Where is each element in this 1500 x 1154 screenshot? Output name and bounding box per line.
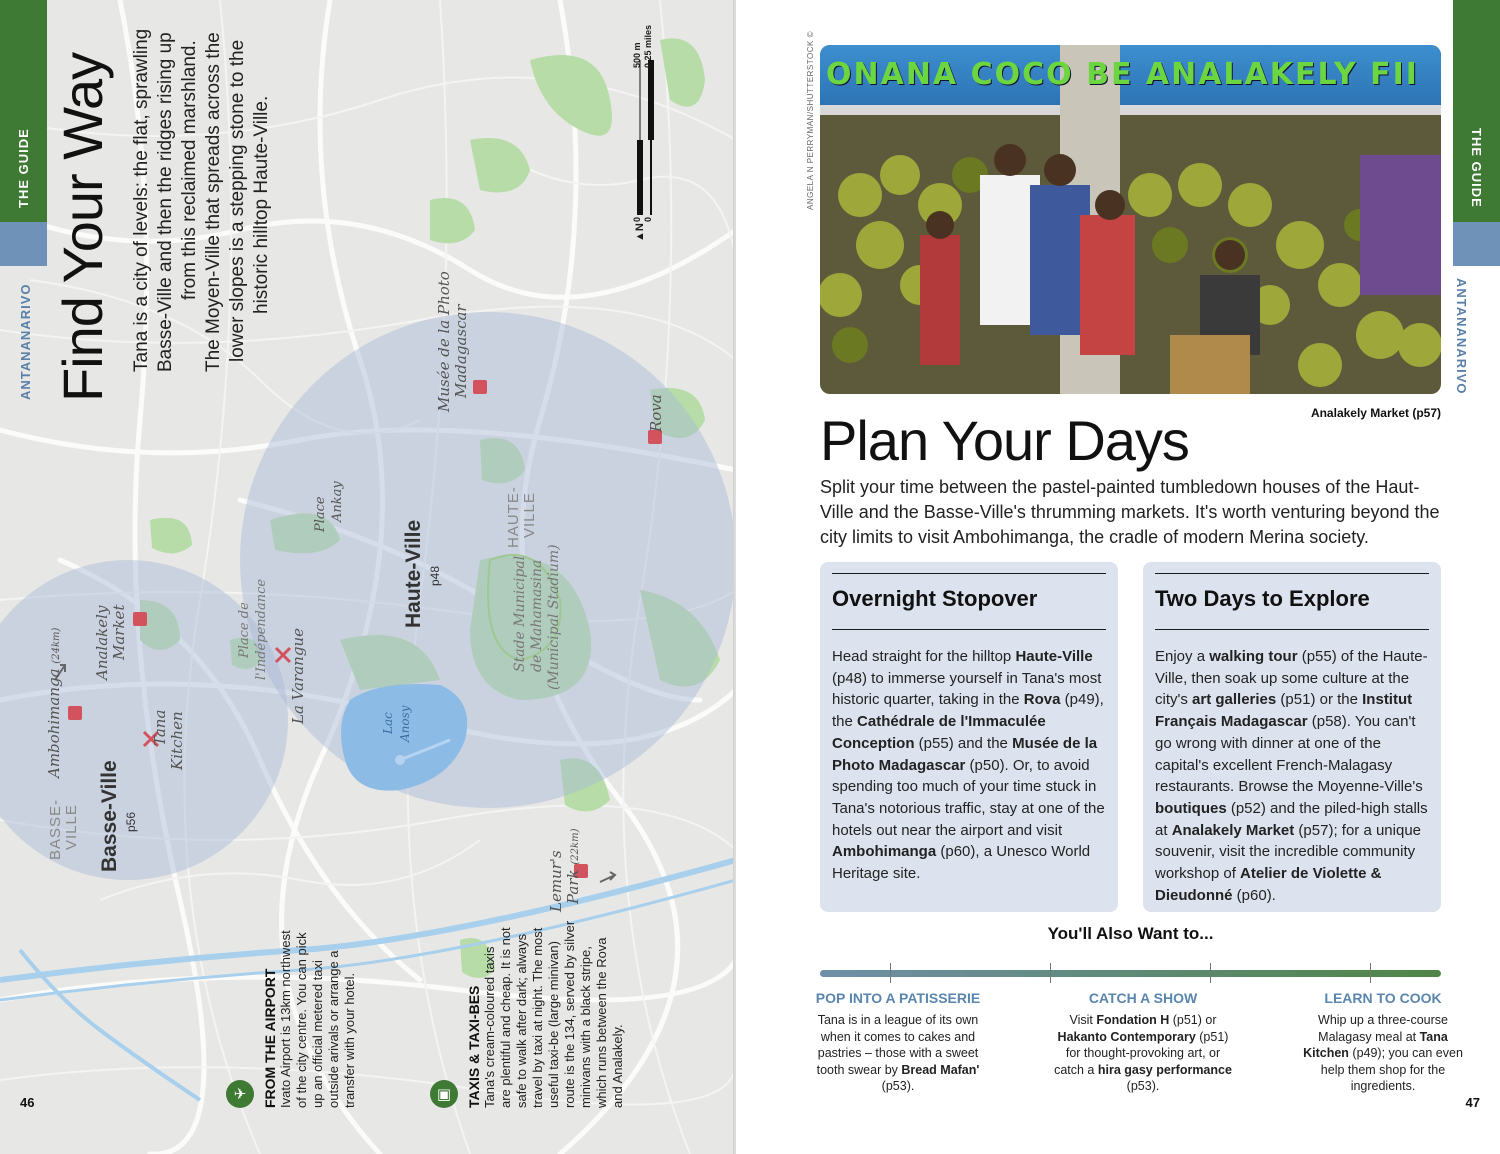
map-label-analakely-market: Analakely Market — [93, 604, 128, 680]
map-label-ambohimanga: Ambohimanga (24km) — [45, 627, 63, 778]
map-label-lemurs-park: Lemur's Park (22km) — [547, 828, 582, 912]
also-item-title: CATCH A SHOW — [1088, 990, 1198, 1006]
section-tab-label: THE GUIDE — [16, 128, 31, 208]
photo-credit: ANGELA N PERRYMAN/SHUTTERSTOCK © — [806, 31, 815, 210]
scale-zero-labels: 0 0 — [632, 216, 653, 222]
map-district-haute-ville: Haute-Ville — [402, 519, 425, 628]
map-label-place-ankay: Place Ankay — [313, 481, 345, 532]
map-label-lac-anosy: Lac Anosy — [381, 705, 412, 742]
taxi-icon: ▣ — [430, 1080, 458, 1108]
card-body: Head straight for the hilltop Haute-Ville (p48) to immerse yourself in Tana's most historic quarter, taking in the Rova (p49), the Cathédrale de l'Immaculée Conception (p55) and the Musée de la Photo Madagascar (p50). Or, to avoid spending too much of your time stuck in Tana's notorious traffic, stay at one of the hotels out near the airport and visit Ambohimanga (p60), a Unesco World Heritage site. — [832, 648, 1105, 883]
card-title: Overnight Stopover — [832, 586, 1038, 611]
also-want-title: You'll Also Want to... — [1047, 924, 1214, 943]
map-pageref-basse-ville: p56 — [124, 811, 138, 832]
also-item-title: LEARN TO COOK — [1324, 990, 1442, 1006]
airport-info: FROM THE AIRPORT Ivato Airport is 13km northwest of the city centre. You can pick up an official metered taxi outside arivals or arrange a transfer with your hotel. — [262, 930, 357, 1108]
map-label-haute-ville-faint: HAUTE- VILLE — [505, 486, 538, 548]
city-label-right: ANTANANARIVO — [1454, 278, 1469, 395]
also-item-show — [1054, 990, 1232, 1095]
left-page — [0, 0, 736, 1154]
timeline-tick — [890, 963, 891, 983]
also-item-body: Tana is in a league of its own when it comes to cakes and pastries – those with a sweet tooth swear by Bread Mafan' (p53). — [816, 1013, 980, 1093]
section-tab-accent — [0, 222, 47, 266]
also-item-patisserie — [810, 990, 986, 1095]
taxis-title: TAXIS & TAXI-BES — [466, 985, 482, 1108]
timeline-bar — [820, 970, 1441, 977]
intro-text: Tana is a city of levels: the flat, sprawling Basse-Ville and then the ridges rising up from this reclaimed marshland. The Moyen-Ville that spreads across the lower slopes is a stepping stone to the historic hilltop Haute-Ville. — [131, 28, 272, 372]
map-pageref-haute-ville: p48 — [428, 565, 442, 586]
map-label-stadium: Stade Municipal de Mahamasina (Municipal Stadium) — [512, 544, 562, 690]
photo-caption: Analakely Market (p57) — [1310, 406, 1441, 420]
airport-title: FROM THE AIRPORT — [262, 968, 278, 1108]
plan-title: Plan Your Days — [820, 409, 1189, 472]
section-tab-right — [1453, 0, 1500, 222]
map-label-rova: Rova — [647, 394, 665, 432]
card-overnight-stopover — [820, 562, 1118, 912]
map-label-tana-kitchen: Tana Kitchen — [151, 709, 186, 770]
timeline-tick — [1210, 963, 1211, 983]
also-item-cook — [1298, 990, 1468, 1095]
taxis-info: TAXIS & TAXI-BES Tana's cream-coloured taxis are plentiful and cheap. It is not safe to walk after dark; always travel by taxi at night. The most useful taxi-be (large minivan) route is the 134, served by silver minivans with a black stripe, which runs between the Rova and Analakely. — [466, 920, 625, 1108]
section-tab-right-label: THE GUIDE — [1469, 128, 1484, 208]
map-label-basse-ville-faint: BASSE- VILLE — [47, 798, 80, 860]
photo-sign-text: ONANA COCO BE ANALAKELY FII — [826, 57, 1419, 92]
scale-labels: 500 m 0.25 miles — [632, 24, 653, 68]
timeline-tick — [1370, 963, 1371, 983]
section-tab — [0, 0, 47, 222]
also-item-body: Whip up a three-course Malagasy meal at Tana Kitchen (p49); you can even help them shop for the ingredients. — [1303, 1013, 1463, 1093]
card-two-days — [1143, 562, 1441, 912]
city-label: ANTANANARIVO — [18, 283, 33, 400]
north-arrow-icon: ▲N — [634, 223, 646, 242]
market-photo — [820, 45, 1441, 394]
right-page — [736, 0, 1500, 1154]
map-district-basse-ville: Basse-Ville — [98, 760, 121, 872]
section-tab-right-accent — [1453, 222, 1500, 266]
airplane-icon: ✈ — [226, 1080, 254, 1108]
card-body: Enjoy a walking tour (p55) of the Haute-Ville, then soak up some culture at the city's art galleries (p51) or the Institut Français Madagascar (p58). You can't go wrong with dinner at one of the capital's excellent French-Malagasy restaurants. Browse the Moyenne-Ville's boutiques (p52) and the piled-high stalls at Analakely Market (p57); for a unique souvenir, visit the incredible community workshop of Atelier de Violette & Dieudonné (p60). — [1155, 648, 1428, 904]
map-label-place-independance: Place de l'Indépendance — [237, 578, 269, 680]
also-item-title: POP INTO A PATISSERIE — [815, 990, 981, 1006]
also-item-body: Visit Fondation H (p51) or Hakanto Contemporary (p51) for thought-provoking art, or catch a hira gasy performance (p53). — [1054, 1013, 1232, 1093]
page-number-right: 47 — [1465, 1095, 1480, 1110]
timeline-tick — [1050, 963, 1051, 983]
page-title: Find Your Way — [51, 52, 114, 402]
card-title: Two Days to Explore — [1155, 586, 1370, 611]
plan-intro: Split your time between the pastel-painted tumbledown houses of the Haut-Ville and the Basse-Ville's thrumming markets. It's worth venturing beyond the city limits to visit Ambohimanga, the cradle of modern Merina society. — [820, 477, 1440, 547]
page-number-left: 46 — [20, 1095, 35, 1110]
map-label-musee-photo: Musée de la Photo Madagascar — [435, 271, 470, 412]
map-label-la-varangue: La Varangue — [289, 628, 307, 724]
